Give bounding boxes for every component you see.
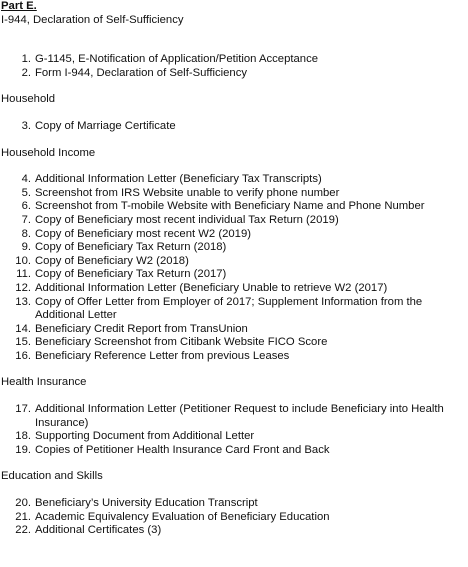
list-item-text: Beneficiary Reference Letter from previous Leases [35,349,290,362]
numbered-list [1,403,467,457]
list-item-text: Beneficiary Credit Report from TransUnion [35,322,248,335]
list-item-number: 1. [21,53,31,66]
list-item-number: 18. [15,430,31,443]
list-item-number: 4. [21,173,31,186]
list-item-number: 15. [15,336,31,349]
list-item-number: 3. [21,119,31,132]
list-item-text: Supporting Document from Additional Letter [35,430,255,443]
part-subtitle: I-944, Declaration of Self-Sufficiency [1,13,184,26]
list-item-number: 10. [15,254,31,267]
list-item-text: Copy of Offer Letter from Employer of 2017; Supplement Information from the Additional Letter [35,295,423,322]
list-item-text: Additional Information Letter (Petitioner Request to include Beneficiary into Health Insurance) [35,403,444,429]
list-item [1,173,467,187]
part-title: Part E. [1,0,37,12]
list-item-text: Copy of Marriage Certificate [35,119,176,132]
list-item [1,67,467,81]
section-heading: Education and Skills [1,470,103,483]
list-item [1,497,467,511]
list-item-number: 9. [21,241,31,254]
list-item [1,403,467,430]
list-item-text: Copies of Petitioner Health Insurance Card Front and Back [35,443,330,456]
list-item [1,524,467,538]
list-item-text: Form I-944, Declaration of Self-Sufficiency [35,66,248,79]
section-heading: Household Income [1,146,96,159]
list-item [1,187,467,201]
list-item-number: 22. [15,524,31,537]
list-item [1,53,467,67]
list-item-number: 21. [15,510,31,523]
list-item [1,268,467,282]
list-item-number: 6. [21,200,31,213]
list-item [1,282,467,296]
list-item-number: 7. [21,213,31,226]
list-item-text: Screenshot from T-mobile Website with Beneficiary Name and Phone Number [35,200,425,213]
list-item [1,120,467,134]
list-item-text: Copy of Beneficiary W2 (2018) [35,254,189,267]
list-item-text: Additional Certificates (3) [35,524,162,537]
list-item-number: 8. [21,227,31,240]
list-item-text: G-1145, E-Notification of Application/Petition Acceptance [35,53,319,66]
list-item-number: 12. [15,281,31,294]
list-item-text: Beneficiary’s University Education Transcript [35,497,258,510]
list-item-text: Copy of Beneficiary Tax Return (2018) [35,241,227,254]
list-item-number: 20. [15,497,31,510]
numbered-list [1,173,467,363]
list-item [1,430,467,444]
list-item-text: Beneficiary Screenshot from Citibank Website FICO Score [35,336,328,349]
list-item [1,296,467,323]
list-item [1,511,467,525]
list-item-text: Additional Information Letter (Beneficiary Tax Transcripts) [35,173,322,186]
section-heading: Household [1,93,56,106]
list-item-text: Copy of Beneficiary most recent individual Tax Return (2019) [35,213,339,226]
list-item [1,323,467,337]
list-item-text: Screenshot from IRS Website unable to verify phone number [35,186,340,199]
list-item-text: Copy of Beneficiary most recent W2 (2019) [35,227,251,240]
numbered-list [1,53,467,80]
numbered-list [1,497,467,538]
document [1,0,467,538]
section-heading: Health Insurance [1,376,87,389]
document-sections [1,53,467,538]
list-item-number: 2. [21,66,31,79]
list-item-text: Additional Information Letter (Beneficiary Unable to retrieve W2 (2017) [35,281,388,294]
numbered-list [1,120,467,134]
list-item-text: Academic Equivalency Evaluation of Beneficiary Education [35,510,330,523]
list-item [1,200,467,214]
list-item [1,241,467,255]
list-item [1,214,467,228]
list-item-number: 14. [15,322,31,335]
list-item [1,255,467,269]
list-item-number: 16. [15,349,31,362]
list-item-text: Copy of Beneficiary Tax Return (2017) [35,268,227,281]
list-item-number: 17. [15,403,31,416]
list-item-number: 19. [15,443,31,456]
list-item-number: 11. [16,268,31,281]
list-item-number: 13. [15,295,31,308]
list-item [1,228,467,242]
list-item [1,444,467,458]
list-item-number: 5. [21,186,31,199]
list-item [1,350,467,364]
list-item [1,336,467,350]
